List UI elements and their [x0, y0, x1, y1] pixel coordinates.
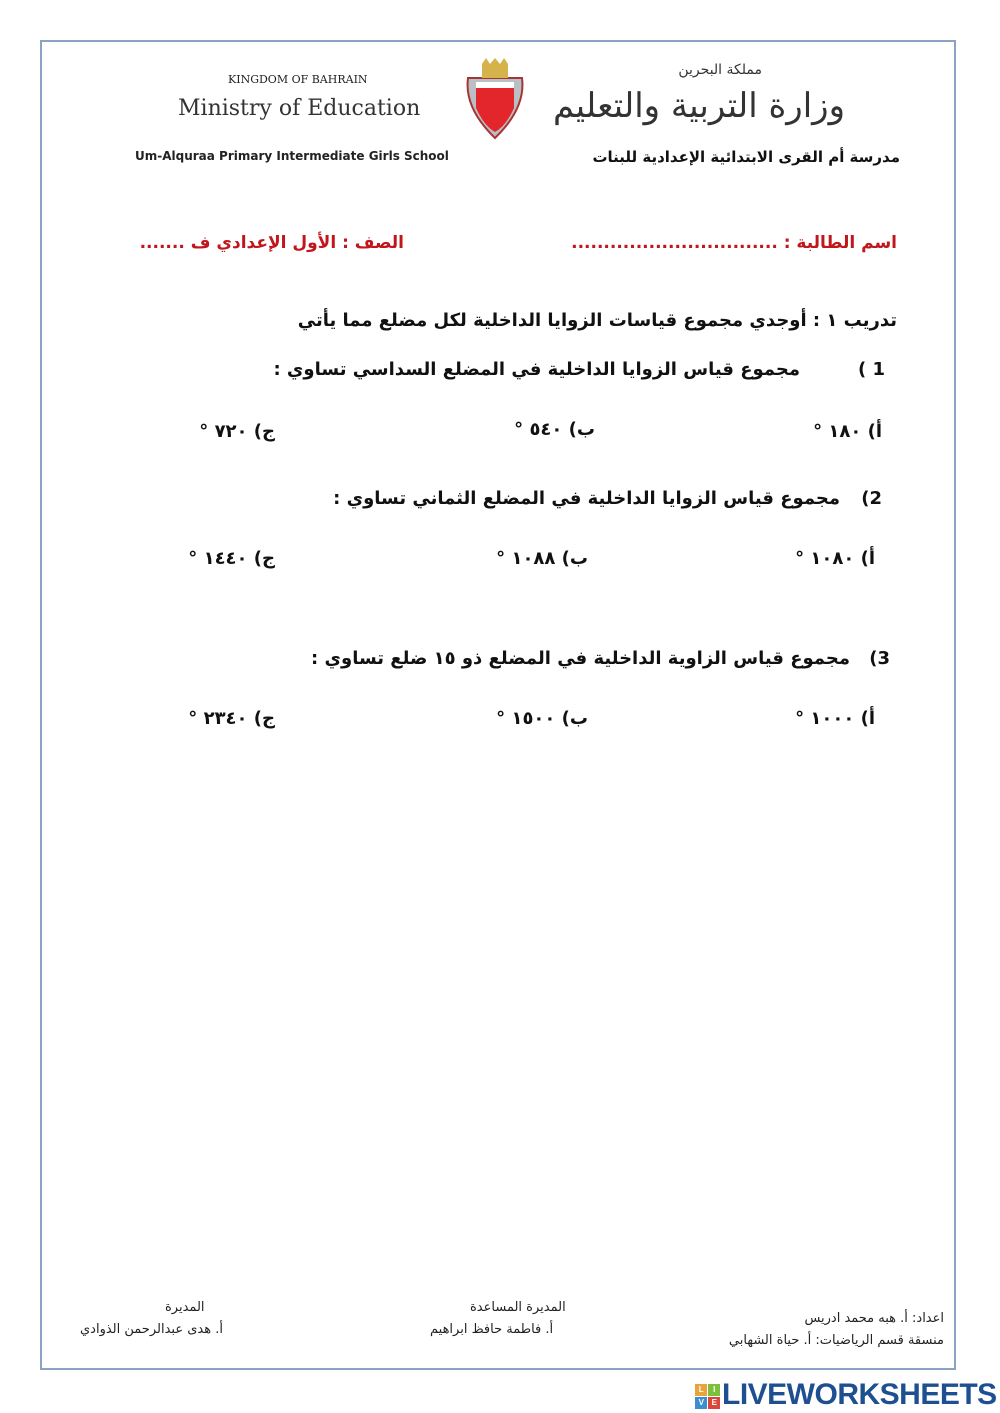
assistant-name: أ. فاطمة حافظ ابراهيم	[430, 1322, 554, 1337]
principal-title: المديرة	[165, 1300, 205, 1315]
q2-text: مجموع قياس الزوايا الداخلية في المضلع الثماني تساوي :	[333, 488, 840, 509]
class-field[interactable]: الصف : الأول الإعدادي ف .......	[139, 233, 404, 253]
q1-option-c[interactable]: ج) ٧٢٠ °	[199, 421, 275, 442]
q3-number: 3)	[869, 648, 890, 669]
q3-option-c[interactable]: ج) ٢٣٤٠ °	[188, 708, 275, 729]
q2-option-c[interactable]: ج) ١٤٤٠ °	[188, 548, 275, 569]
q1-option-b[interactable]: ب) ٥٤٠ °	[514, 419, 595, 440]
exercise-title: تدريب ١ : أوجدي مجموع قياسات الزوايا الداخلية لكل مضلع مما يأتي	[297, 310, 897, 331]
liveworksheets-logo[interactable]	[695, 1378, 997, 1412]
logo-text: LIVEWORKSHEETS	[722, 1378, 997, 1411]
school-en: Um-Alquraa Primary Intermediate Girls School	[135, 149, 449, 163]
q1-text: مجموع قياس الزوايا الداخلية في المضلع السداسي تساوي :	[273, 359, 800, 380]
principal-name: أ. هدى عبدالرحمن الذوادي	[80, 1322, 223, 1337]
ministry-ar: وزارة التربية والتعليم	[553, 86, 845, 126]
q2-option-b[interactable]: ب) ١٠٨٨ °	[496, 548, 588, 569]
q3-option-a[interactable]: أ) ١٠٠٠ °	[795, 708, 875, 729]
q3-text: مجموع قياس الزاوية الداخلية في المضلع ذو ١٥ ضلع تساوي :	[311, 648, 850, 669]
q2-option-a[interactable]: أ) ١٠٨٠ °	[795, 548, 875, 569]
liveworksheets-icon: L I V E	[695, 1384, 720, 1409]
prepared-by: اعداد: أ. هبه محمد ادريس	[804, 1311, 944, 1326]
bahrain-emblem-icon	[462, 58, 528, 146]
assistant-title: المديرة المساعدة	[470, 1300, 566, 1315]
q3-option-b[interactable]: ب) ١٥٠٠ °	[496, 708, 588, 729]
school-ar: مدرسة أم القرى الابتدائية الإعدادية للبنات	[592, 148, 900, 166]
kingdom-ar: مملكة البحرين	[678, 62, 762, 78]
q2-number: 2)	[861, 488, 882, 509]
q1-option-a[interactable]: أ) ١٨٠ °	[813, 421, 882, 442]
student-name-field[interactable]: اسم الطالبة : ................................	[571, 233, 897, 253]
ministry-en: Ministry of Education	[178, 96, 421, 121]
kingdom-en: KINGDOM OF BAHRAIN	[228, 73, 368, 86]
q1-number: 1 )	[857, 359, 885, 380]
coordinator: منسقة قسم الرياضيات: أ. حياة الشهابي	[728, 1333, 944, 1348]
